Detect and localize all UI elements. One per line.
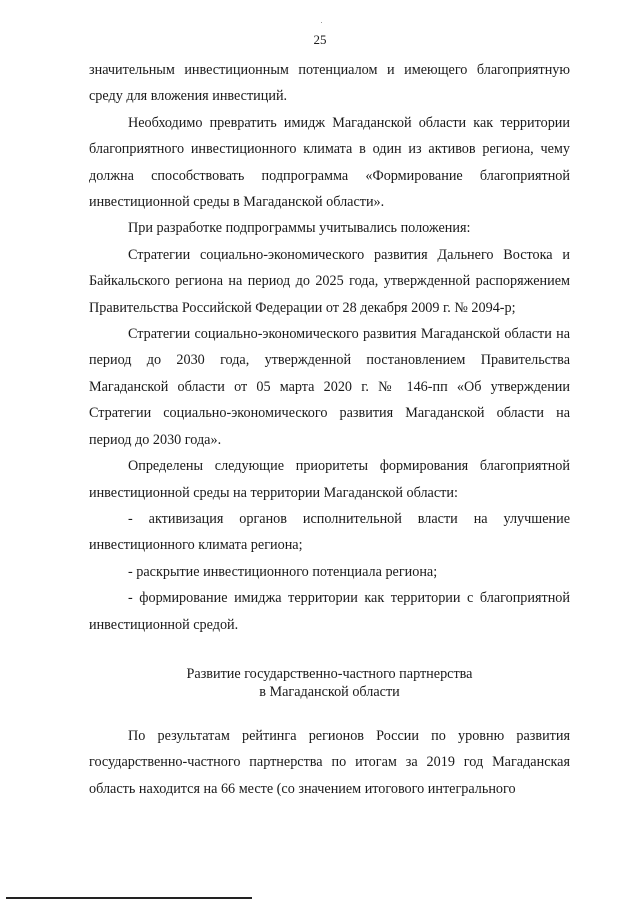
page-number: 25 xyxy=(313,32,327,47)
paragraph: значительным инвестиционным потенциалом и имеющего благоприятную среду для вложения инвестиций. xyxy=(89,62,570,105)
document-body xyxy=(89,57,570,802)
section-heading-line: в Магаданской области xyxy=(259,683,400,700)
section-heading-line: Развитие государственно-частного партнерства xyxy=(186,665,473,682)
list-item: - активизация органов исполнительной власти на улучшение инвестиционного климата региона; xyxy=(89,510,570,554)
list-item: - раскрытие инвестиционного потенциала региона; xyxy=(128,563,438,580)
paragraph: Определены следующие приоритеты формирования благоприятной инвестиционной среды на территории Магаданской области: xyxy=(89,458,570,501)
footer-rule xyxy=(6,897,252,899)
paragraph: По результатам рейтинга регионов России по уровню развития государственно-частного партнерства по итогам за 2019 год Магаданская область находится на 66 месте (со значением итогового интегрального xyxy=(89,727,570,797)
paragraph: Стратегии социально-экономического развития Дальнего Востока и Байкальского региона на период до 2025 года, утвержденной распоряжением Правительства Российской Федерации от 28 декабря 2009 г. № 2094-р; xyxy=(89,246,570,316)
list-item: - формирование имиджа территории как территории с благоприятной инвестиционной средой. xyxy=(89,590,570,633)
section-heading xyxy=(89,665,570,701)
paragraph: Необходимо превратить имидж Магаданской области как территории благоприятного инвестиционного климата в один из активов региона, чему должна способствовать подпрограмма «Формирование благоприятной инвестиционной среды в Магаданской области». xyxy=(89,114,570,211)
scan-mark xyxy=(321,22,322,23)
paragraph: При разработке подпрограммы учитывались положения: xyxy=(128,220,471,237)
paragraph: Стратегии социально-экономического развития Магаданской области на период до 2030 года, утвержденной постановлением Правительства Магаданской области от 05 марта 2020 г. № 146-пп «Об утверждении Стратегии социально-экономического развития Магаданской области на период до 2030 года». xyxy=(89,326,570,448)
